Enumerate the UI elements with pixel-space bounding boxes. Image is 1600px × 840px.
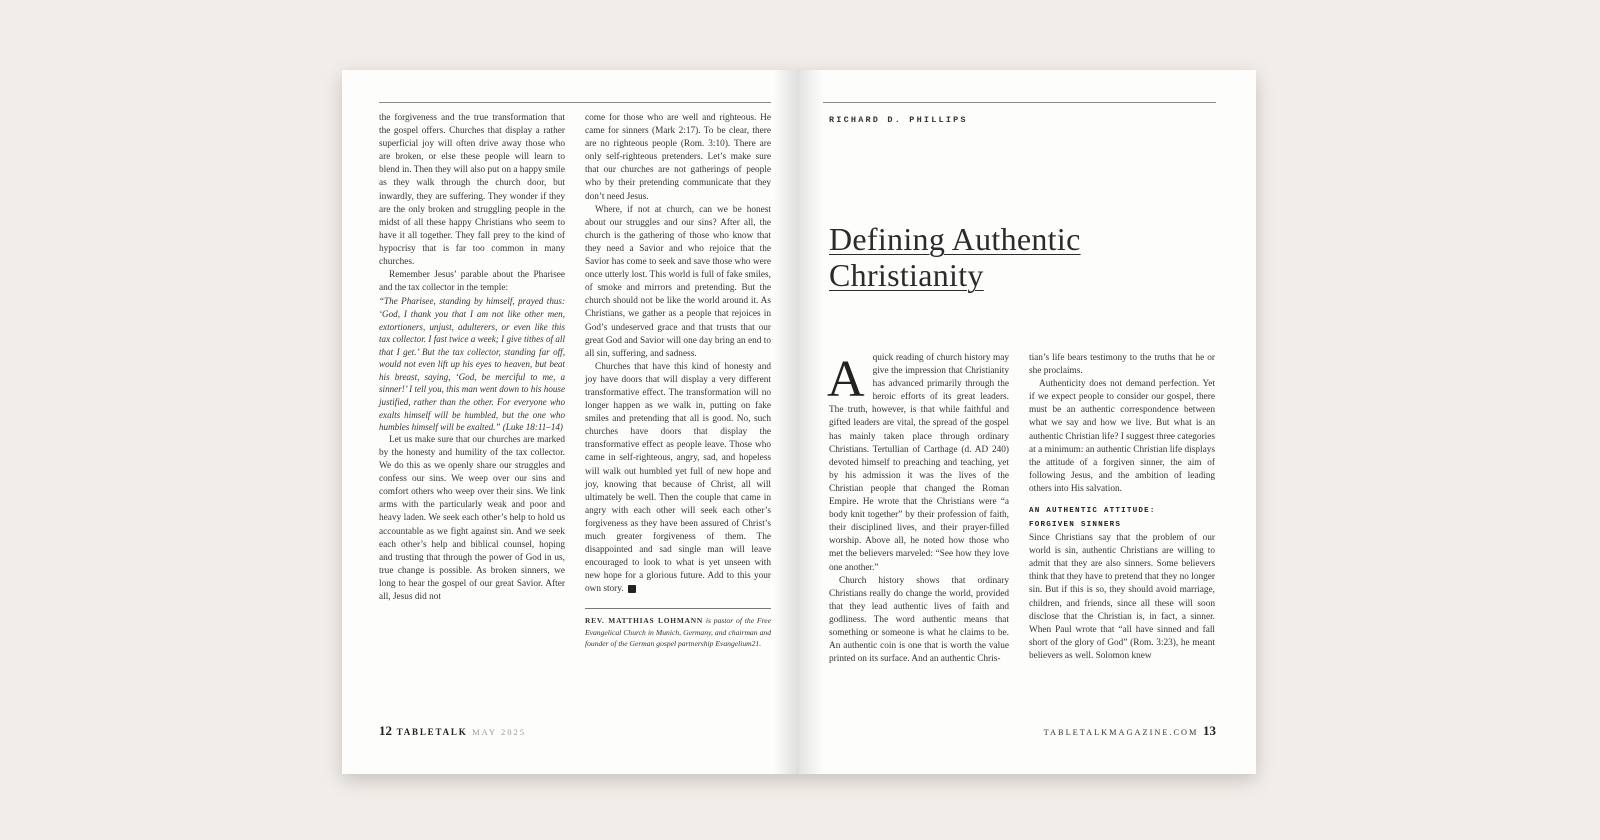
- bio-rule: [585, 608, 771, 609]
- left-folio: [379, 723, 526, 739]
- top-rule: [379, 102, 771, 103]
- subhead-line: AN AUTHENTIC ATTITUDE:: [1029, 507, 1156, 516]
- paragraph: Authenticity does not demand perfection. Yet if we expect people to consider our gospel, there must be an authentic correspondence between what we say and how we live. But what is an authentic Christian life? I suggest three categories at a minimum: an authentic Christian life displays the attitude of a forgiven sinner, the aim of following Jesus, and the ambition of leading others into His salvation.: [1029, 379, 1215, 494]
- bio-name: REV. MATTHIAS LOHMANN: [585, 616, 704, 626]
- page-number: 13: [1203, 723, 1216, 738]
- magazine-name: TABLETALK: [396, 727, 468, 737]
- left-column-1: [379, 112, 565, 604]
- page-number: 12: [379, 723, 392, 738]
- paragraph: come for those who are well and righteous. He came for sinners (Mark 2:17). To be clear, there are no righteous people (Rom. 3:10). There are only self-righteous pretenders. Let’s make sure that our churches are not gatherings of people who by their pretending communicate that they don’t need Jesus.: [585, 113, 771, 202]
- scripture-quote: “The Pharisee, standing by himself, prayed thus: ‘God, I thank you that I am not like other men, extortioners, unjust, adulterers, or even like this tax collector. I fast twice a week; I give tithes of all that I get.’ But the tax collector, standing far off, would not even lift up his eyes to heaven, but beat his breast, saying, ‘God, be merciful to me, a sinner!’ I tell you, this man went down to his house justified, rather than the other. For everyone who exalts himself will be humbled, but the one who humbles himself will be exalted.” (Luke 18:11–14): [379, 296, 565, 433]
- paragraph: tian’s life bears testimony to the truths that he or she proclaims.: [1029, 353, 1215, 377]
- paragraph-text: Churches that have this kind of honesty and joy have doors that will display a very different transformative effect. The transformation will no longer happen as we walk in, putting on fake smiles and pretending that all is good. No, such churches have doors that display the transformative effect as people leave. Those who came in self-righteous, angry, sad, and hopeless will walk out humbled yet full of new hope and joy, knowing that because of Christ, all will ultimately be well. Then the couple that came in angry with each other will seek each other’s forgiveness as they have been assured of Christ’s much greater forgiveness of them. The disappointed and sad single man will leave encouraged to look to what is yet unseen with new hope for a glorious future. Add to this your own story.: [585, 361, 771, 595]
- drop-cap: A: [827, 351, 865, 408]
- paragraph: Let us make sure that our churches are marked by the honesty and humility of the tax collector. We do this as we openly share our struggles and confess our sins. We weep over our sins and comfort others who weep over their sins. We link arms with the particularly weak and poor and heavy laden. We seek each other’s help to hold us accountable as we fight against sin. And we seek each other’s help and biblical counsel, hoping and trusting that through the power of God in us, true change is possible. As broken sinners, we long to hear the gospel of our great Savior. After all, Jesus did not: [379, 434, 565, 602]
- bio-text: is pastor of the Free Evangelical Church in Munich, Germany, and chairman and founder of the German gospel partnership Evangelium21.: [585, 616, 771, 649]
- right-column-2: [1029, 352, 1215, 663]
- issue-date: MAY 2025: [472, 727, 526, 737]
- paragraph: Where, if not at church, can we be honest about our struggles and our sins? After all, the church is the gathering of those who know that they need a Savior and who rejoice that the Savior has come to seek and save those who were once utterly lost. This world is full of fake smiles, of smoke and mirrors and pretending. But the church should not be like the world around it. As Christians, we gather as a people that rejoices in God’s undeserved grace and that trusts that our great God and Savior will one day bring an end to all sin, suffering, and sadness.: [585, 204, 771, 359]
- paragraph: Remember Jesus’ parable about the Pharisee and the tax collector in the temple:: [379, 270, 565, 294]
- left-page: [342, 70, 799, 774]
- magazine-website: TABLETALKMAGAZINE.COM: [1043, 728, 1199, 737]
- author-bio: [585, 615, 771, 650]
- right-folio: [1044, 723, 1216, 739]
- paragraph: Since Christians say that the problem of our world is sin, authentic Christians are willing to admit that they are also sinners. Some believers think that they have to pretend that they no longer sin. But if this is so, they should avoid marriage, children, and friends, since all these will soon disclose that the Christian is, in fact, a sinner. When Paul wrote that “all have sinned and fall short of the glory of God” (Rom. 3:23), he meant believers as well. Solomon knew: [1029, 533, 1215, 661]
- subhead-line: FORGIVEN SINNERS: [1029, 521, 1122, 530]
- section-subhead: [1029, 504, 1215, 532]
- right-column-1: [829, 352, 1009, 666]
- paragraph: the forgiveness and the true transformation that the gospel offers. Churches that display a rather superficial joy will often drive away those who are broken, or else these people will learn to blend in. Then they will also put on a happy smile as they walk through the church door, but inwardly, they are suffering. They wonder if they are the only broken and struggling people in the midst of all these happy Christians who seem to have it all together. They fall prey to the kind of hypocrisy that is far too common in many churches.: [379, 113, 565, 268]
- paragraph: Church history shows that ordinary Christians really do change the world, provided that they lead authentic lives of faith and godliness. The word authentic means that something or someone is what he claims to be. An authentic coin is one that is worth the value printed on its surface. And an authentic Chris-: [829, 575, 1009, 665]
- right-page: [799, 70, 1256, 774]
- article-title: [829, 221, 1159, 293]
- end-mark-icon: [628, 585, 636, 593]
- title-line: Defining Authentic: [829, 221, 1081, 258]
- paragraph: quick reading of church history may give the impression that Christianity has advanced primarily through the heroic efforts of its great leaders. The truth, however, is that while faithful and gifted leaders are vital, the spread of the gospel has mainly taken place through ordinary Christians. Tertullian of Carthage (d. AD 240) devoted himself to preaching and teaching, yet by his admission it was the lives of the Christian people that changed the Roman Empire. He wrote that the Christians were “a body knit together” by their profession of faith, their disciplined lives, and their prayer-filled worship. Above all, he noted how those who met the believers marveled: “See how they love one another.”: [829, 353, 1009, 573]
- author-name: RICHARD D. PHILLIPS: [829, 115, 968, 125]
- left-column-2: [585, 112, 771, 650]
- magazine-spread: [342, 70, 1256, 774]
- paragraph: [585, 361, 771, 597]
- top-rule: [823, 102, 1216, 103]
- title-line: Christianity: [829, 257, 984, 294]
